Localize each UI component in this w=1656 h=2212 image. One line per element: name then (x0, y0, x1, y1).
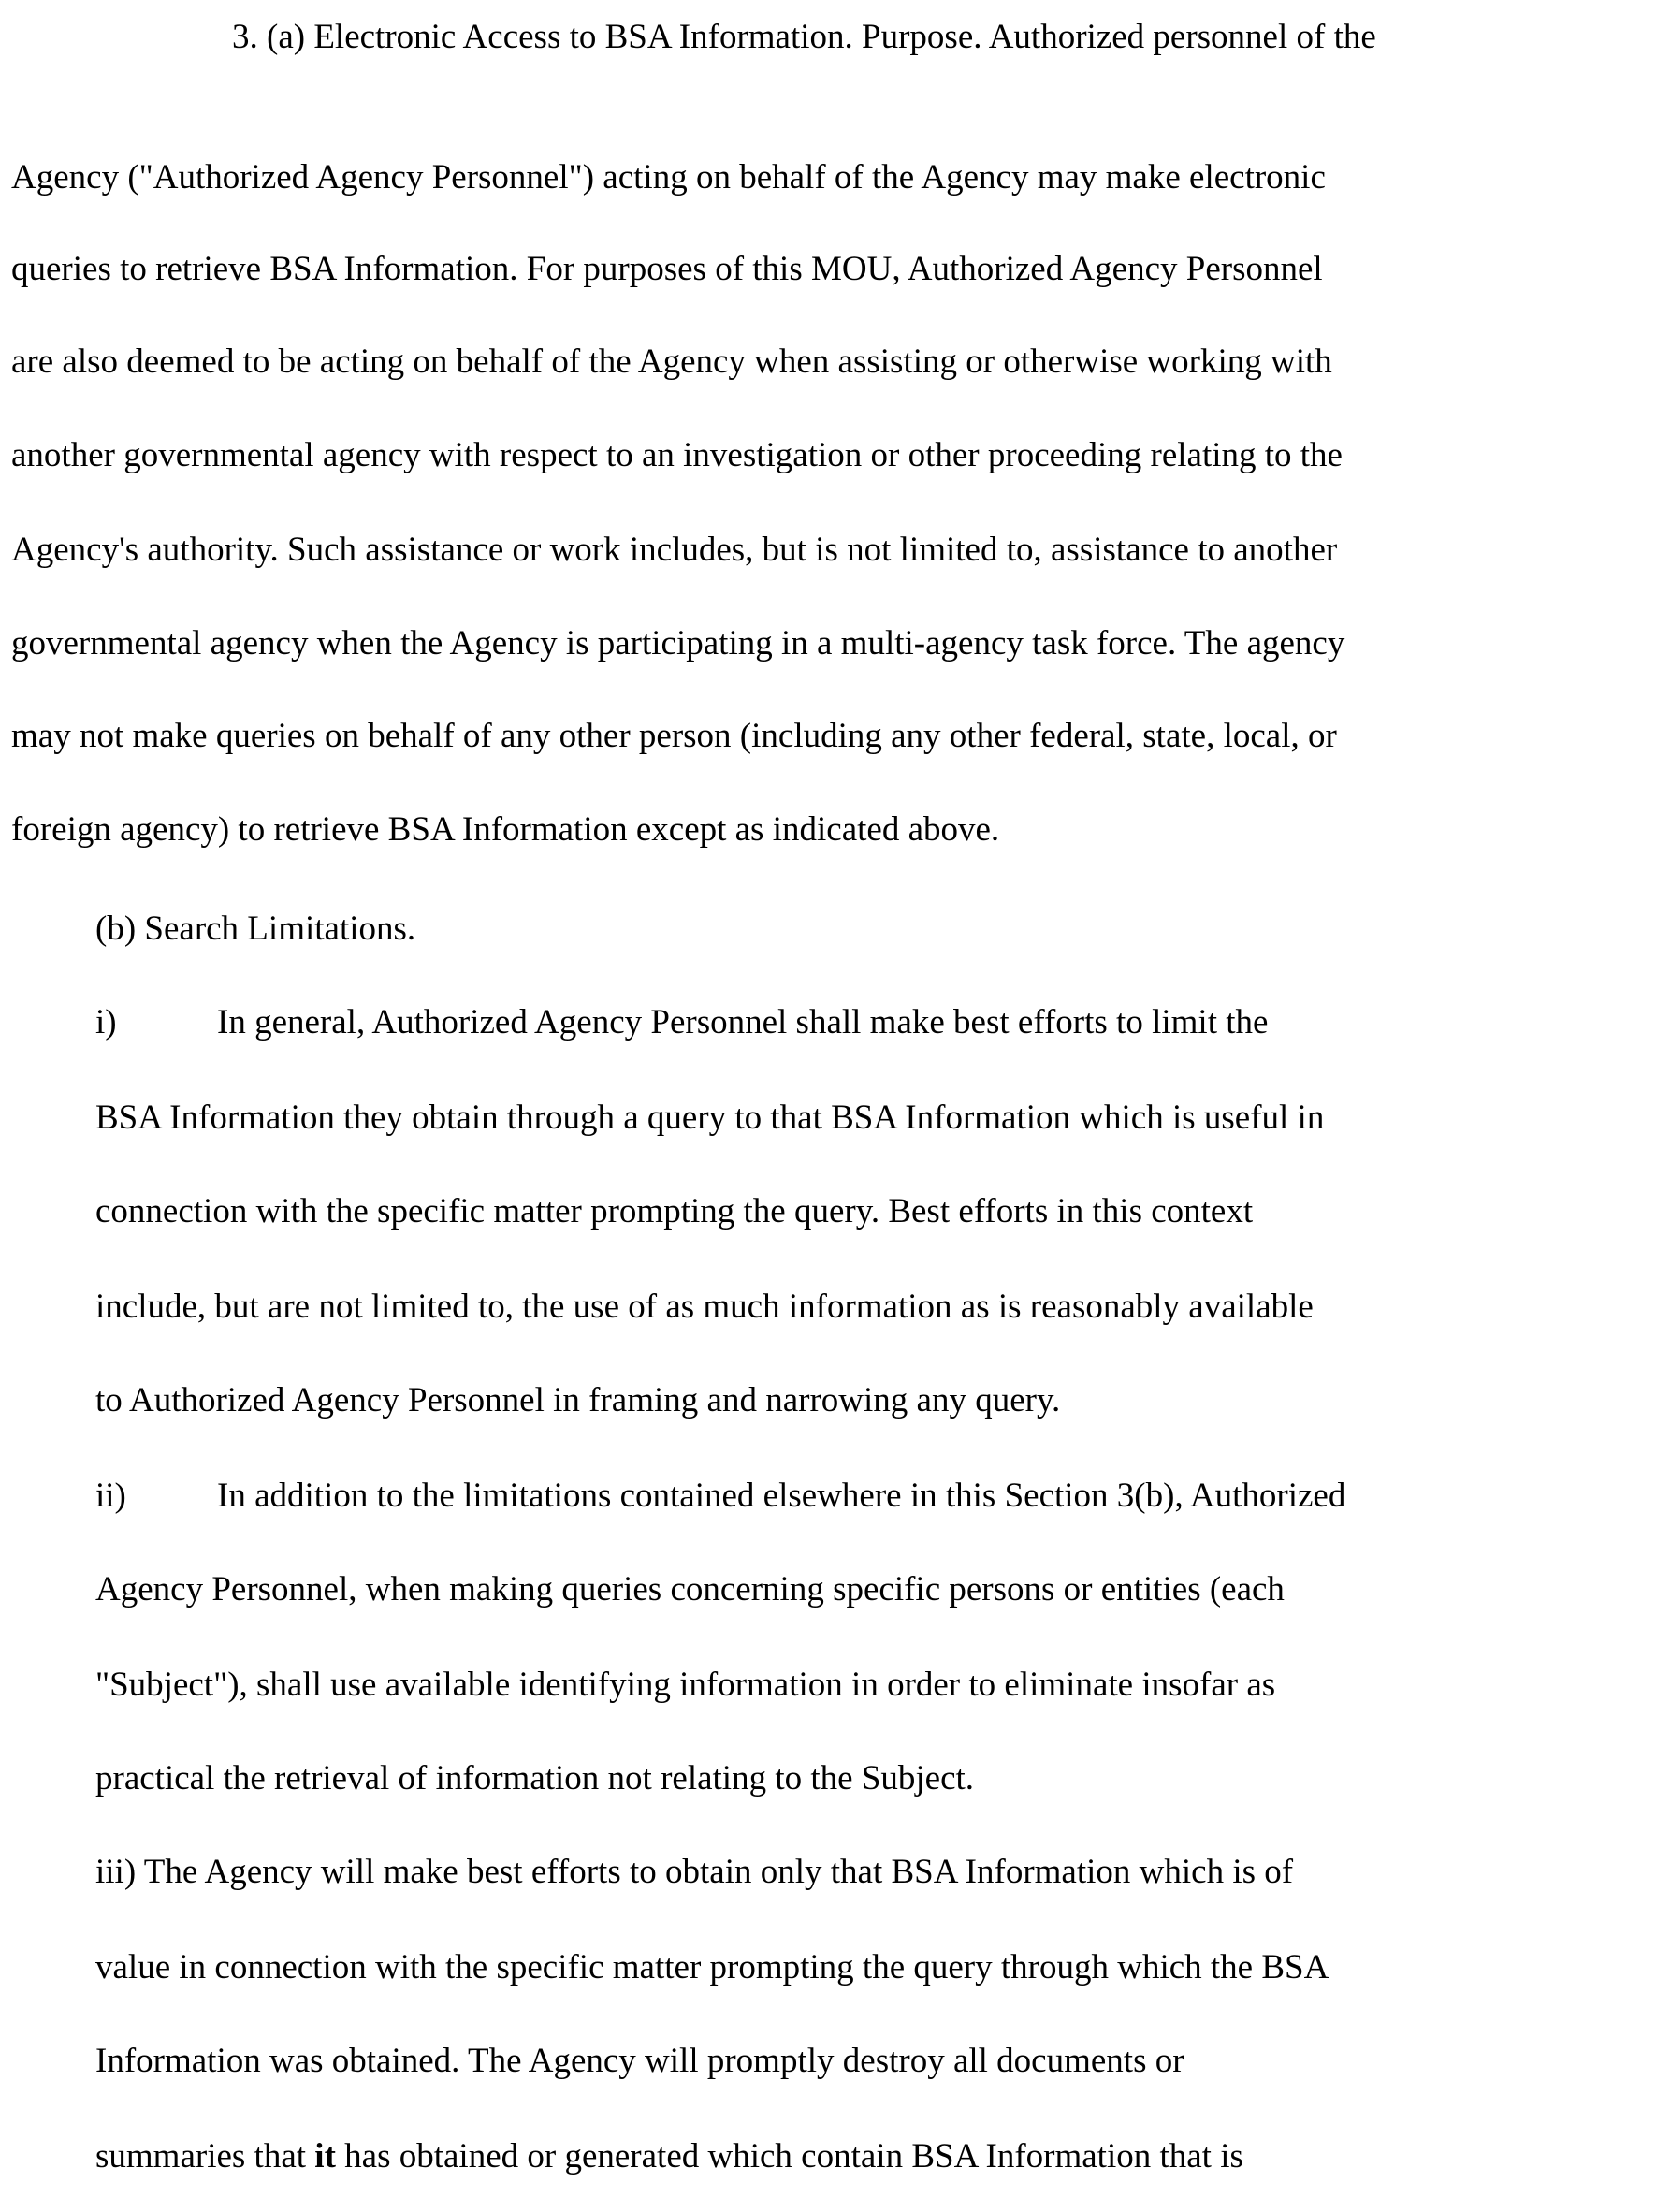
paragraph-line: are also deemed to be acting on behalf of the Agency when assisting or otherwise working with (11, 342, 1332, 381)
list-marker: ii) (95, 1477, 126, 1515)
paragraph-line: Agency ("Authorized Agency Personnel") acting on behalf of the Agency may make electronic (11, 158, 1326, 196)
paragraph-line: governmental agency when the Agency is participating in a multi-agency task force. The agency (11, 624, 1345, 662)
paragraph-line: "Subject"), shall use available identifying information in order to eliminate insofar as (95, 1666, 1276, 1704)
list-marker: i) (95, 1003, 117, 1041)
paragraph-line: to Authorized Agency Personnel in framing and narrowing any query. (95, 1381, 1061, 1419)
paragraph-line: Agency's authority. Such assistance or work includes, but is not limited to, assistance to another (11, 531, 1338, 569)
paragraph-line: include, but are not limited to, the use of as much information as is reasonably available (95, 1288, 1314, 1326)
paragraph-line: Agency Personnel, when making queries concerning specific persons or entities (each (95, 1570, 1285, 1608)
text-run: summaries that (95, 2137, 315, 2176)
paragraph-line: In general, Authorized Agency Personnel shall make best efforts to limit the (217, 1003, 1269, 1041)
paragraph-line: Information was obtained. The Agency will promptly destroy all documents or (95, 2042, 1184, 2080)
text-run: has obtained or generated which contain BSA Information that is (335, 2137, 1243, 2176)
paragraph-line: may not make queries on behalf of any other person (including any other federal, state, local, or (11, 717, 1337, 755)
paragraph-line: 3. (a) Electronic Access to BSA Information. Purpose. Authorized personnel of the (232, 18, 1376, 56)
paragraph-line: queries to retrieve BSA Information. For purposes of this MOU, Authorized Agency Personnel (11, 250, 1323, 288)
list-item-first-line (95, 1002, 1268, 1043)
paragraph-line: practical the retrieval of information not relating to the Subject. (95, 1759, 975, 1797)
paragraph-line: In addition to the limitations contained elsewhere in this Section 3(b), Authorized (217, 1477, 1346, 1515)
paragraph-line: BSA Information they obtain through a query to that BSA Information which is useful in (95, 1099, 1325, 1137)
paragraph-line: another governmental agency with respect to an investigation or other proceeding relating to the (11, 436, 1343, 474)
bold-text-run: it (314, 2137, 336, 2176)
paragraph-line: iii) The Agency will make best efforts to obtain only that BSA Information which is of (95, 1853, 1294, 1891)
paragraph-line: connection with the specific matter prompting the query. Best efforts in this context (95, 1192, 1254, 1230)
paragraph-line (95, 2136, 1243, 2177)
list-item-first-line (95, 1476, 1345, 1517)
paragraph-line: value in connection with the specific matter prompting the query through which the BSA (95, 1948, 1329, 1986)
section-heading: (b) Search Limitations. (95, 910, 416, 948)
paragraph-line: foreign agency) to retrieve BSA Information except as indicated above. (11, 810, 1000, 849)
